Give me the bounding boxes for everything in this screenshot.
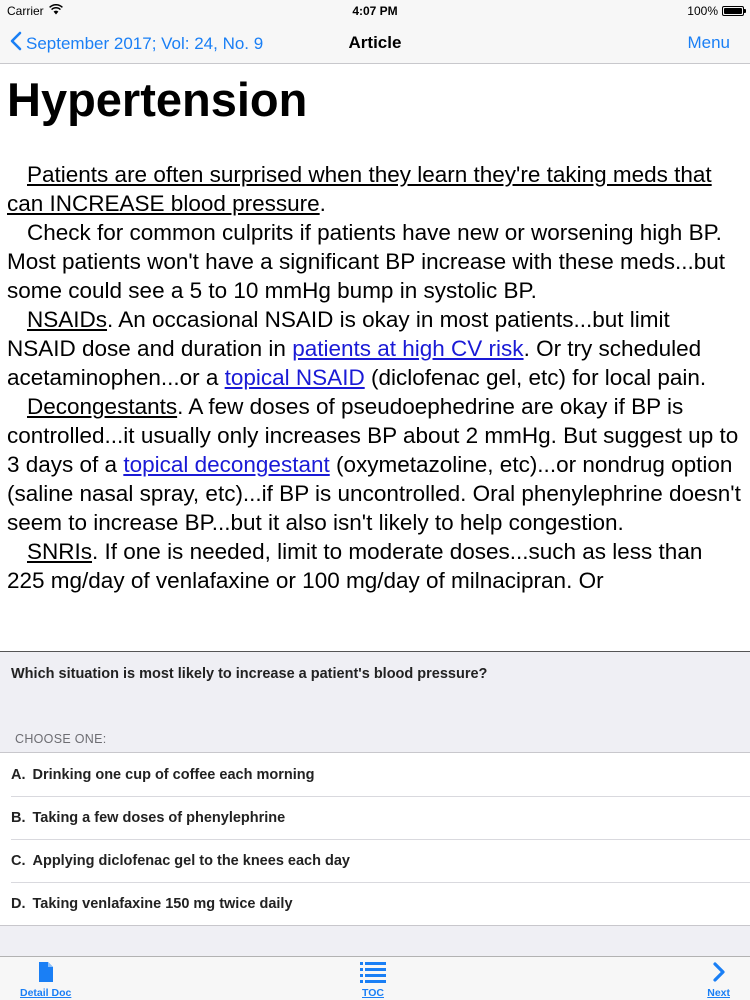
decongestants-text-2: (oxymetazoline, etc)...or nondrug option (saline nasal spray, etc)...if BP is uncontrolled. Oral phenylephrine doesn't seem to increase BP...but it also isn't likely to help congestion. <box>7 452 741 535</box>
detail-doc-label: Detail Doc <box>20 987 72 999</box>
article-paragraph-decongestants <box>7 392 742 537</box>
answer-option-d[interactable] <box>0 882 750 925</box>
quiz-panel <box>0 651 750 956</box>
article-paragraph-nsaids <box>7 305 742 392</box>
option-text: Taking a few doses of phenylephrine <box>32 809 286 826</box>
snris-text-1: . If one is needed, limit to moderate doses...such as less than 225 mg/day of venlafaxine or 100 mg/day of milnacipran. Or <box>7 539 703 593</box>
status-right <box>687 4 744 18</box>
topical-decongestant-link[interactable]: topical decongestant <box>123 452 330 477</box>
battery-icon <box>722 6 744 16</box>
choose-one-label: CHOOSE ONE: <box>15 732 107 746</box>
battery-percent: 100% <box>687 4 718 18</box>
intro-tail: . <box>319 191 326 216</box>
option-letter: A. <box>11 766 26 783</box>
bottom-toolbar <box>0 956 750 1000</box>
decongestants-heading: Decongestants <box>27 394 178 419</box>
answer-options <box>0 752 750 926</box>
quiz-question: Which situation is most likely to increase a patient's blood pressure? <box>11 666 488 682</box>
intro-lead: Patients are often surprised when they learn they're taking meds that can INCREASE blood pressure <box>7 162 712 216</box>
nsaids-heading: NSAIDs <box>27 307 108 332</box>
article-paragraph-snris <box>7 537 742 595</box>
list-icon <box>360 961 386 986</box>
nsaids-text-3: (diclofenac gel, etc) for local pain. <box>364 365 707 390</box>
back-button-label: September 2017; Vol: 24, No. 9 <box>26 33 264 53</box>
document-icon <box>37 961 55 986</box>
next-button[interactable] <box>707 961 730 999</box>
chevron-right-icon <box>712 961 726 986</box>
answer-option-a[interactable] <box>0 753 750 796</box>
option-text: Drinking one cup of coffee each morning <box>32 766 315 783</box>
decongestants-text-1: . A few doses of pseudoephedrine are okay if BP is controlled...it usually only increases BP about 2 mmHg. But suggest up to 3 days of a <box>7 394 739 477</box>
carrier-label: Carrier <box>7 4 44 18</box>
article-content[interactable] <box>0 64 750 651</box>
nsaids-text-2: . Or try scheduled acetaminophen...or a <box>7 336 702 390</box>
status-bar <box>0 0 750 22</box>
navigation-bar <box>0 22 750 64</box>
next-label: Next <box>707 987 730 999</box>
topical-nsaid-link[interactable]: topical NSAID <box>224 365 365 390</box>
option-letter: C. <box>11 852 26 869</box>
article-paragraph-intro <box>7 160 742 218</box>
nav-title: Article <box>348 33 402 52</box>
cv-risk-link[interactable]: patients at high CV risk <box>292 336 524 361</box>
option-letter: D. <box>11 895 26 912</box>
article-title: Hypertension <box>7 73 308 126</box>
detail-doc-button[interactable] <box>20 961 71 999</box>
option-text: Applying diclofenac gel to the knees each day <box>32 852 350 869</box>
snris-heading: SNRIs <box>27 539 93 564</box>
article-paragraph-culprits: Check for common culprits if patients have new or worsening high BP. Most patients won't have a significant BP increase with these meds...but some could see a 5 to 10 mmHg bump in systolic BP. <box>7 220 726 303</box>
answer-option-c[interactable] <box>0 839 750 882</box>
nsaids-text-1: . An occasional NSAID is okay in most patients...but limit NSAID dose and duration in <box>7 307 670 361</box>
toc-label: TOC <box>362 987 384 999</box>
toc-button[interactable] <box>360 961 386 999</box>
status-time: 4:07 PM <box>352 4 398 18</box>
option-text: Taking venlafaxine 150 mg twice daily <box>32 895 293 912</box>
answer-option-b[interactable] <box>0 796 750 839</box>
menu-button[interactable]: Menu <box>687 33 730 52</box>
option-letter: B. <box>11 809 26 826</box>
